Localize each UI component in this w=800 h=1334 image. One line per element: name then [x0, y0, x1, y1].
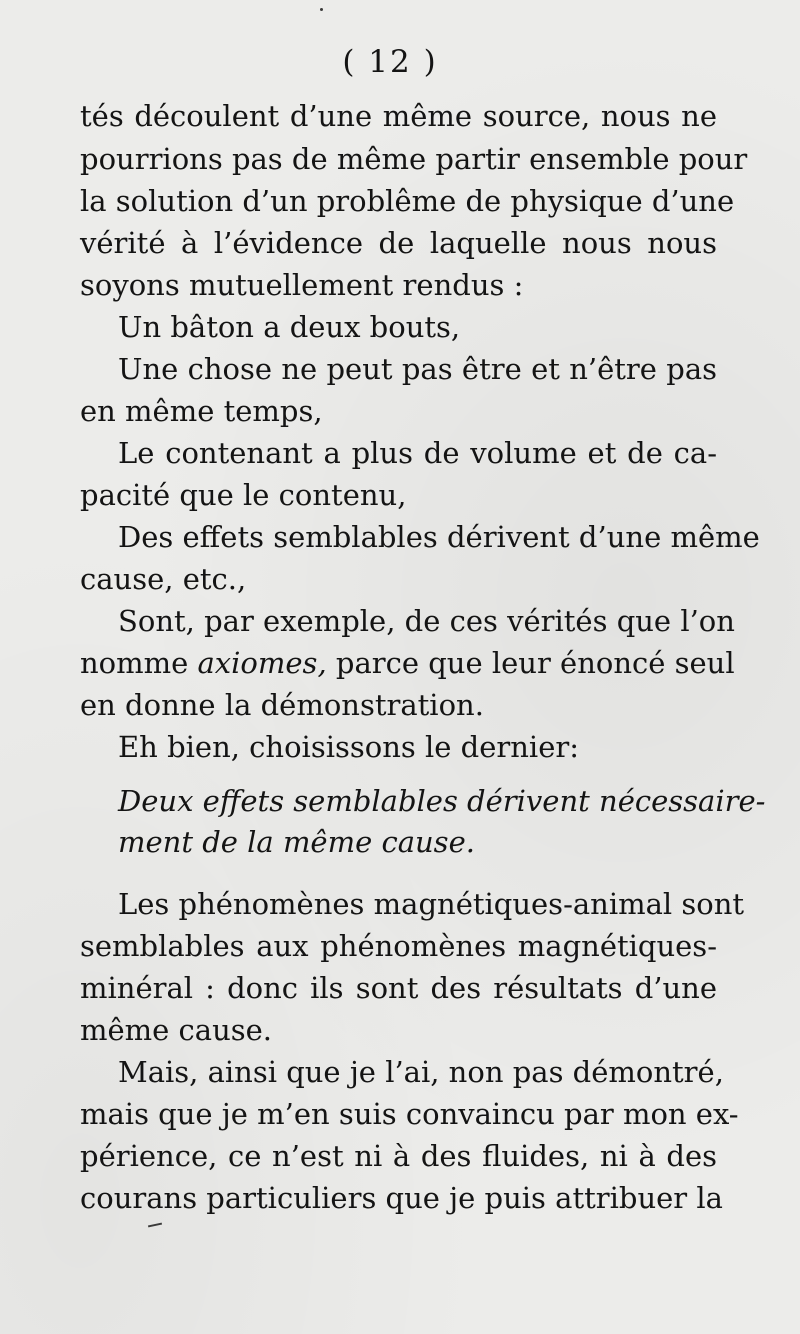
paragraph-eh-bien: Eh bien, choisissons le dernier: [118, 730, 579, 764]
paragraph-sont-line-1: Sont, par exemple, de ces vérités que l’on [118, 604, 735, 638]
axiom-2-line-2: en même temps, [80, 394, 323, 428]
word-nomme: nomme [80, 646, 198, 680]
text-line-4: vérité à l’évidence de laquelle nous nous [80, 226, 717, 260]
axiom-4-line-2: cause, etc., [80, 562, 247, 596]
paragraph-mais-line-2: mais que je m’en suis convaincu par mon ex- [80, 1097, 739, 1131]
italic-axiom-line-2: ment de la même cause. [118, 825, 475, 859]
axiom-3-line-2: pacité que le contenu, [80, 478, 407, 512]
rest-of-line: parce que leur énoncé seul [326, 646, 735, 680]
page-number: ( 12 ) [342, 44, 438, 80]
text-line-3: la solution d’un problême de physique d’une [80, 184, 735, 218]
word-axiomes: axiomes, [197, 646, 327, 680]
italic-axiom-line-1: Deux effets semblables dérivent nécessaire- [118, 784, 766, 818]
paragraph-mais-line-4: courans particuliers que je puis attribuer la [80, 1181, 723, 1215]
paragraph-sont-line-3: en donne la démonstration. [80, 688, 484, 722]
paragraph-phenomenes-line-2: semblables aux phénomènes magnétiques- [80, 929, 717, 963]
text-line-5: soyons mutuellement rendus : [80, 268, 524, 302]
text-line-1: tés découlent d’une même source, nous ne [80, 99, 717, 133]
paragraph-phenomenes-line-4: même cause. [80, 1013, 273, 1047]
paragraph-phenomenes-line-3: minéral : donc ils sont des résultats d’une [80, 971, 717, 1005]
axiom-1: Un bâton a deux bouts, [118, 310, 461, 344]
paragraph-mais-line-1: Mais, ainsi que je l’ai, non pas démontré, [118, 1055, 724, 1089]
paragraph-sont-line-2 [80, 643, 735, 683]
axiom-3-line-1: Le contenant a plus de volume et de ca- [118, 436, 717, 470]
axiom-2-line-1: Une chose ne peut pas être et n’être pas [118, 352, 717, 386]
axiom-4-line-1: Des effets semblables dérivent d’une même [118, 520, 760, 554]
ink-dot [320, 8, 323, 11]
ink-mark [148, 1223, 162, 1228]
paragraph-mais-line-3: périence, ce n’est ni à des fluides, ni à des [80, 1139, 717, 1173]
paragraph-phenomenes-line-1: Les phénomènes magnétiques-animal sont [118, 887, 745, 921]
text-line-2: pourrions pas de même partir ensemble pour [80, 142, 748, 176]
